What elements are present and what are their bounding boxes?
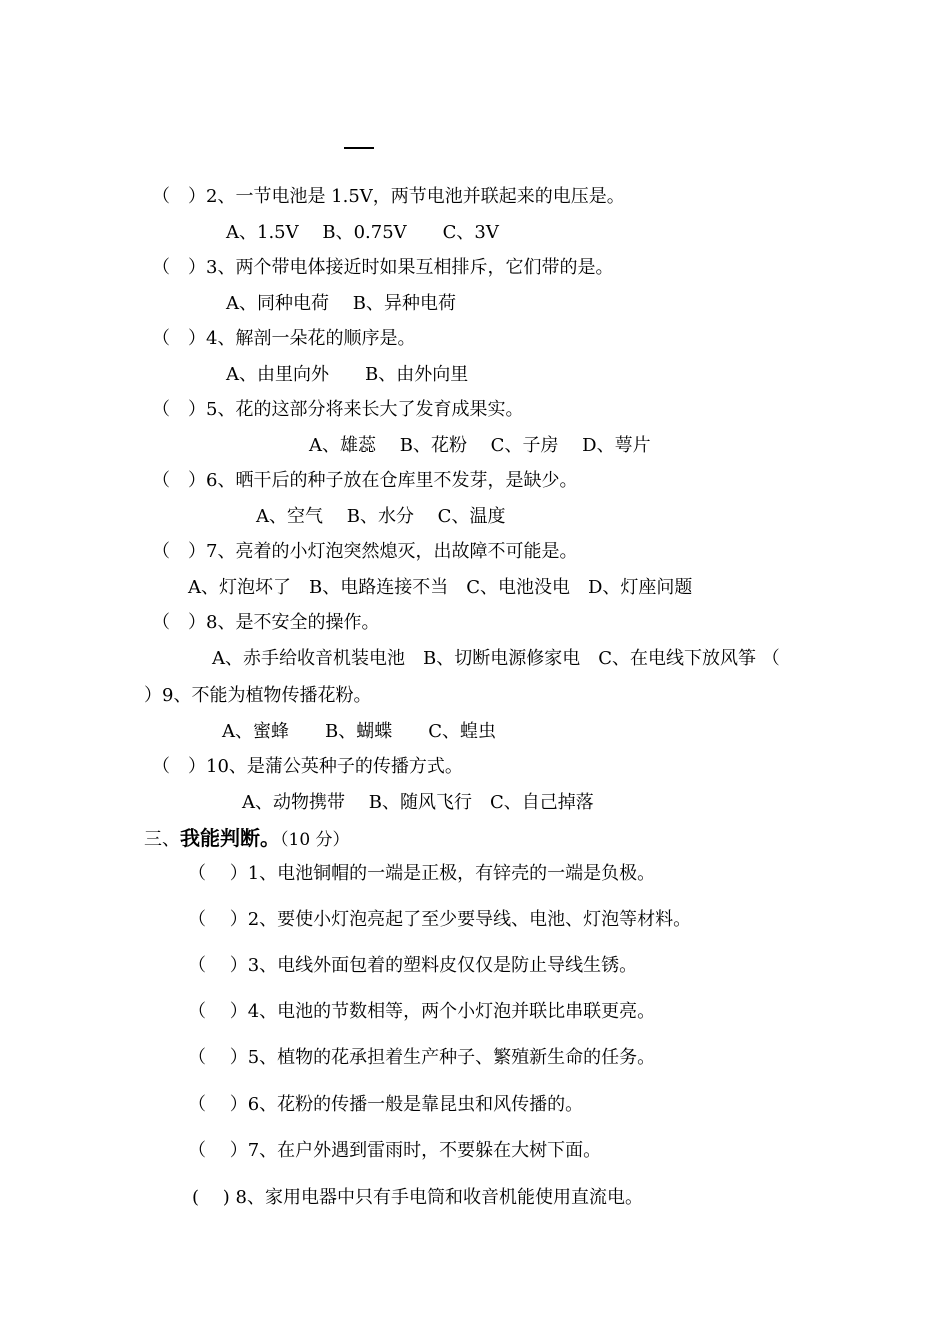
question-4: （ ）4、解剖一朵花的顺序是。 — [152, 328, 416, 349]
section-3-score: （10 分） — [280, 830, 350, 850]
options-2: A、1.5V B、0.75V C、3V — [226, 222, 499, 243]
options-6: A、空气 B、水分 C、温度 — [256, 506, 506, 527]
options-9: A、蜜蜂 B、蝴蝶 C、蝗虫 — [222, 721, 496, 742]
section-3-prefix: 三、 — [144, 829, 180, 850]
options-3: A、同种电荷 B、异种电荷 — [226, 293, 456, 314]
question-6: （ ）6、晒干后的种子放在仓库里不发芽，是缺少。 — [152, 470, 578, 491]
judge-item-2: （ ）2、要使小灯泡亮起了至少要导线、电池、灯泡等材料。 — [188, 909, 692, 930]
options-8: A、赤手给收音机装电池 B、切断电源修家电 C、在电线下放风筝 （ — [212, 648, 780, 669]
judge-item-4: （ ）4、电池的节数相等，两个小灯泡并联比串联更亮。 — [188, 1001, 656, 1022]
question-3: （ ）3、两个带电体接近时如果互相排斥，它们带的是。 — [152, 257, 614, 278]
options-7: A、灯泡坏了 B、电路连接不当 C、电池没电 D、灯座问题 — [188, 577, 693, 598]
question-9: ）9、不能为植物传播花粉。 — [144, 685, 372, 706]
judge-item-6: （ ）6、花粉的传播一般是靠昆虫和风传播的。 — [188, 1094, 584, 1115]
top-dash — [344, 147, 374, 149]
judge-item-1: （ ）1、电池铜帽的一端是正极，有锌壳的一端是负极。 — [188, 863, 656, 884]
options-10: A、动物携带 B、随风飞行 C、自己掉落 — [242, 792, 594, 813]
judge-item-7: （ ）7、在户外遇到雷雨时，不要躲在大树下面。 — [188, 1140, 602, 1161]
question-8: （ ）8、是不安全的操作。 — [152, 612, 380, 633]
question-10: （ ）10、是蒲公英种子的传播方式。 — [152, 756, 463, 777]
judge-item-8: ( ) 8、家用电器中只有手电筒和收音机能使用直流电。 — [192, 1187, 643, 1208]
options-4: A、由里向外 B、由外向里 — [226, 364, 469, 385]
question-7: （ ）7、亮着的小灯泡突然熄灭，出故障不可能是。 — [152, 541, 578, 562]
options-5: A、雄蕊 B、花粉 C、子房 D、萼片 — [309, 435, 651, 456]
judge-item-5: （ ）5、植物的花承担着生产种子、繁殖新生命的任务。 — [188, 1047, 656, 1068]
section-3-heading — [144, 826, 350, 852]
section-3-title: 我能判断。 — [180, 826, 280, 850]
question-2: （ ）2、一节电池是 1.5V，两节电池并联起来的电压是。 — [152, 186, 625, 207]
question-5: （ ）5、花的这部分将来长大了发育成果实。 — [152, 399, 524, 420]
judge-item-3: （ ）3、电线外面包着的塑料皮仅仅是防止导线生锈。 — [188, 955, 638, 976]
